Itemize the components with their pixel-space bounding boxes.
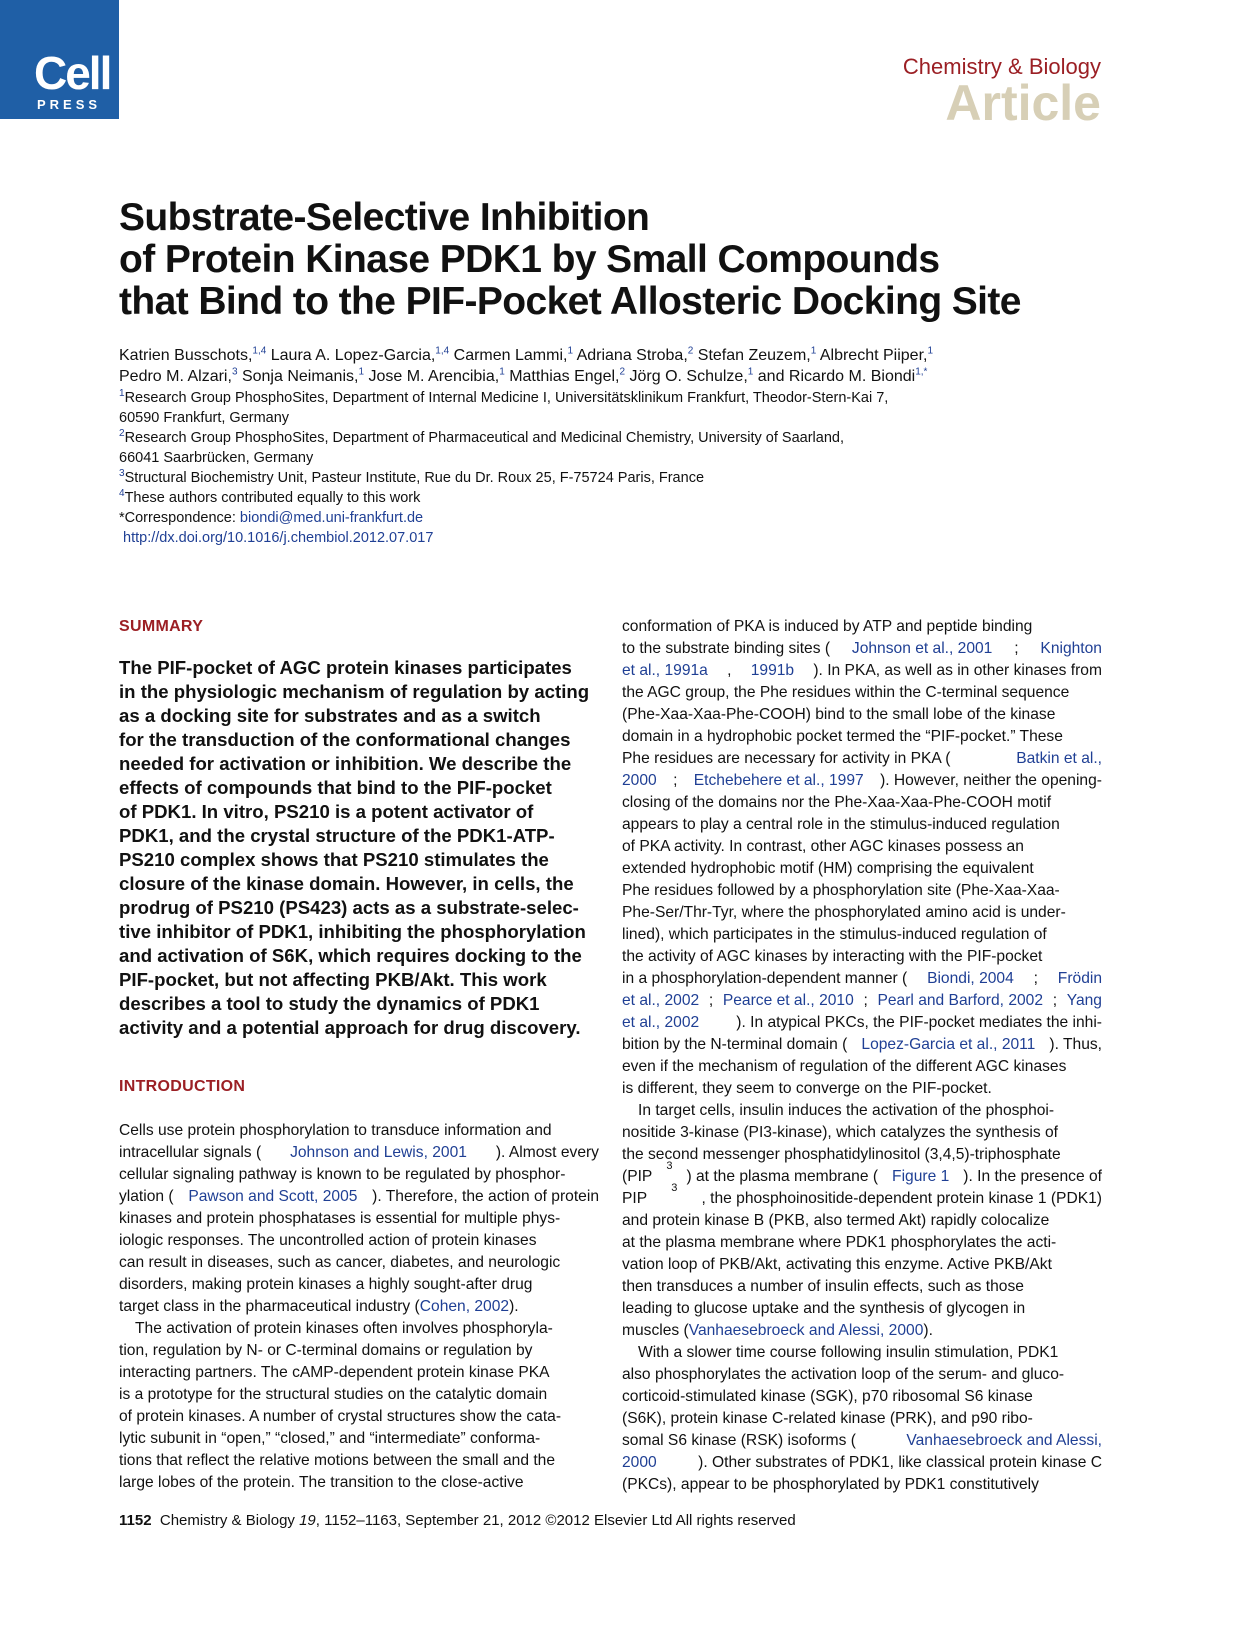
summary-line: needed for activation or inhibition. We describe the xyxy=(119,753,572,774)
summary-line: PDK1, and the crystal structure of the PDK1-ATP- xyxy=(119,825,555,846)
title-line: Substrate-Selective Inhibition xyxy=(119,196,650,239)
body-line: of PKA activity. In contrast, other AGC kinases possess an xyxy=(622,838,1024,855)
title-line: of Protein Kinase PDK1 by Small Compounds xyxy=(119,238,940,281)
body-line: appears to play a central role in the stimulus-induced regulation xyxy=(622,816,1060,833)
introduction-heading: INTRODUCTION xyxy=(119,1078,246,1095)
body-line: With a slower time course following insulin stimulation, PDK1 xyxy=(638,1344,1059,1361)
body-line: can result in diseases, such as cancer, diabetes, and neurologic xyxy=(119,1254,561,1271)
paper-title xyxy=(119,197,1119,323)
affiliation-line: $^3$Structural Biochemistry Unit, Pasteur Institute, Rue du Dr. Roux 25, F-75724 Paris, France xyxy=(119,468,705,486)
body-line: Cells use protein phosphorylation to transduce information and xyxy=(119,1122,552,1139)
introduction-text xyxy=(119,1120,599,1494)
affiliation-line: $^2$Research Group PhosphoSites, Department of Pharmaceutical and Medicinal Chemistry, University of Saarland, xyxy=(119,428,844,446)
article-type: Article xyxy=(945,75,1101,131)
affiliation-line: 60590 Frankfurt, Germany xyxy=(119,410,290,426)
logo-text: Cell xyxy=(34,47,111,99)
author-line: Katrien Busschots,$^{1,4}$ Laura A. Lopez-Garcia,$^{1,4}$ Carmen Lammi,$^1$ Adriana Stroba,$^2$ Stefan Zeuzem,$^1$ Albrecht Piiper,$^1$ xyxy=(119,345,934,364)
body-line: Phe residues followed by a phosphorylation site (Phe-Xaa-Xaa- xyxy=(622,882,1060,899)
body-line: is different, they seem to converge on the PIF-pocket. xyxy=(622,1080,992,1097)
body-line: 2000 ; Etchebehere et al., 1997 ). However, neither the opening- xyxy=(622,772,1102,789)
body-line: Phe-Ser/Thr-Tyr, where the phosphorylated amino acid is under- xyxy=(622,904,1066,921)
body-line: then transduces a number of insulin effects, such as those xyxy=(622,1278,1024,1295)
body-line: the activity of AGC kinases by interacting with the PIF-pocket xyxy=(622,948,1043,965)
body-line: in a phosphorylation-dependent manner ( Biondi, 2004 ; Frödin xyxy=(622,970,1102,987)
summary-line: activity and a potential approach for drug discovery. xyxy=(119,1017,581,1038)
body-line: bition by the N-terminal domain ( Lopez-Garcia et al., 2011 ). Thus, xyxy=(622,1036,1102,1053)
body-line: iologic responses. The uncontrolled action of protein kinases xyxy=(119,1232,537,1249)
body-line: lined), which participates in the stimulus-induced regulation of xyxy=(622,926,1047,943)
summary-line: prodrug of PS210 (PS423) acts as a substrate-selec- xyxy=(119,897,579,918)
summary-line: PS210 complex shows that PS210 stimulates the xyxy=(119,849,549,870)
body-line: leading to glucose uptake and the synthesis of glycogen in xyxy=(622,1300,1026,1317)
body-line: tions that reflect the relative motions between the small and the xyxy=(119,1452,556,1469)
page-footer: 1152 Chemistry & Biology 19, 1152–1163, September 21, 2012 ©2012 Elsevier Ltd All rights reserved xyxy=(119,1512,796,1529)
body-line: also phosphorylates the activation loop of the serum- and gluco- xyxy=(622,1366,1065,1383)
body-line: (Phe-Xaa-Xaa-Phe-COOH) bind to the small lobe of the kinase xyxy=(622,706,1056,723)
body-line: vation loop of PKB/Akt, activating this enzyme. Active PKB/Akt xyxy=(622,1256,1052,1273)
body-line: et al., 1991a , 1991b ). In PKA, as well as in other kinases from xyxy=(622,662,1102,679)
body-line: In target cells, insulin induces the activation of the phosphoi- xyxy=(638,1102,1055,1119)
body-line: and protein kinase B (PKB, also termed Akt) rapidly colocalize xyxy=(622,1212,1050,1229)
affiliation-line: http://dx.doi.org/10.1016/j.chembiol.2012.07.017 xyxy=(123,530,434,546)
summary-line: The PIF-pocket of AGC protein kinases participates xyxy=(119,657,572,678)
summary-line: for the transduction of the conformational changes xyxy=(119,729,571,750)
body-line: large lobes of the protein. The transition to the close-active xyxy=(119,1474,524,1491)
body-line: PIP 3 , the phosphoinositide-dependent protein kinase 1 (PDK1) xyxy=(622,1182,1102,1207)
body-line: at the plasma membrane where PDK1 phosphorylates the acti- xyxy=(622,1234,1057,1251)
summary-line: describes a tool to study the dynamics of PDK1 xyxy=(119,993,540,1014)
body-line: nositide 3-kinase (PI3-kinase), which catalyzes the synthesis of xyxy=(622,1124,1058,1141)
summary-line: in the physiologic mechanism of regulation by acting xyxy=(119,681,590,702)
summary-line: as a docking site for substrates and as a switch xyxy=(119,705,541,726)
body-line: (S6K), protein kinase C-related kinase (PRK), and p90 ribo- xyxy=(622,1410,1033,1427)
cell-press-logo xyxy=(0,0,119,119)
summary-line: PIF-pocket, but not affecting PKB/Akt. This work xyxy=(119,969,547,990)
body-line: lytic subunit in “open,” “closed,” and “intermediate” conforma- xyxy=(119,1430,541,1447)
affiliation-line: 66041 Saarbrücken, Germany xyxy=(119,450,314,466)
body-line: cellular signaling pathway is known to be regulated by phosphor- xyxy=(119,1166,566,1183)
affiliation-line: $^1$Research Group PhosphoSites, Department of Internal Medicine I, Universitätsklinikum Frankfurt, Theodor-Stern-Kai 7, xyxy=(119,388,889,406)
body-line: et al., 2002 ). In atypical PKCs, the PIF-pocket mediates the inhi- xyxy=(622,1014,1102,1031)
body-line: The activation of protein kinases often involves phosphoryla- xyxy=(135,1320,553,1337)
body-line: target class in the pharmaceutical industry ( Cohen, 2002 ). xyxy=(119,1298,519,1315)
body-line: to the substrate binding sites ( Johnson et al., 2001 ; Knighton xyxy=(622,640,1102,657)
body-line: kinases and protein phosphatases is essential for multiple phys- xyxy=(119,1210,561,1227)
body-line: disorders, making protein kinases a highly sought-after drug xyxy=(119,1276,533,1293)
author-line: Pedro M. Alzari,$^3$ Sonja Neimanis,$^1$ Jose M. Arencibia,$^1$ Matthias Engel,$^2$ Jörg O. Schulze,$^1$ and Ricardo M. Biondi$^{1,*}$ xyxy=(119,366,928,385)
summary-text xyxy=(119,656,599,1040)
body-line: closing of the domains nor the Phe-Xaa-Xaa-Phe-COOH motif xyxy=(622,794,1052,811)
summary-line: of PDK1. In vitro, PS210 is a potent activator of xyxy=(119,801,534,822)
body-line: intracellular signals ( Johnson and Lewis, 2001 ). Almost every xyxy=(119,1144,599,1161)
summary-line: closure of the kinase domain. However, in cells, the xyxy=(119,873,574,894)
body-line: of protein kinases. A number of crystal structures show the cata- xyxy=(119,1408,562,1425)
affiliation-line: *Correspondence: biondi@med.uni-frankfurt.de xyxy=(119,510,424,526)
body-line: ylation ( Pawson and Scott, 2005 ). Therefore, the action of protein xyxy=(119,1188,599,1205)
logo-subtext: PRESS xyxy=(37,97,102,112)
body-line: domain in a hydrophobic pocket termed the “PIF-pocket.” These xyxy=(622,728,1063,745)
title-line: that Bind to the PIF-Pocket Allosteric Docking Site xyxy=(119,280,1021,323)
body-line: tion, regulation by N- or C-terminal domains or regulation by xyxy=(119,1342,533,1359)
author-list xyxy=(119,345,1109,387)
body-line: corticoid-stimulated kinase (SGK), p70 ribosomal S6 kinase xyxy=(622,1388,1033,1405)
summary-line: and activation of S6K, which requires docking to the xyxy=(119,945,582,966)
body-line: muscles ( Vanhaesebroeck and Alessi, 2000 ). xyxy=(622,1322,933,1339)
body-line: conformation of PKA is induced by ATP and peptide binding xyxy=(622,618,1033,635)
right-column-text xyxy=(622,616,1102,1496)
body-line: extended hydrophobic motif (HM) comprising the equivalent xyxy=(622,860,1034,877)
affiliations xyxy=(119,388,1109,548)
body-line: Phe residues are necessary for activity in PKA ( Batkin et al., xyxy=(622,750,1102,767)
body-line: (PIP 3 ) at the plasma membrane ( Figure 1 ). In the presence of xyxy=(622,1160,1102,1185)
body-line: et al., 2002 ; Pearce et al., 2010 ; Pearl and Barford, 2002 ; Yang xyxy=(622,992,1102,1009)
summary-line: tive inhibitor of PDK1, inhibiting the phosphorylation xyxy=(119,921,586,942)
body-line: the AGC group, the Phe residues within the C-terminal sequence xyxy=(622,684,1070,701)
affiliation-line: $^4$These authors contributed equally to this work xyxy=(119,488,421,506)
body-line: 2000 ). Other substrates of PDK1, like classical protein kinase C xyxy=(622,1454,1102,1471)
body-line: the second messenger phosphatidylinositol (3,4,5)-triphosphate xyxy=(622,1146,1061,1163)
body-line: (PKCs), appear to be phosphorylated by PDK1 constitutively xyxy=(622,1476,1039,1493)
summary-line: effects of compounds that bind to the PIF-pocket xyxy=(119,777,552,798)
body-line: is a prototype for the structural studies on the catalytic domain xyxy=(119,1386,548,1403)
journal-name: Chemistry & Biology xyxy=(902,54,1101,79)
body-line: even if the mechanism of regulation of the different AGC kinases xyxy=(622,1058,1067,1075)
body-line: interacting partners. The cAMP-dependent protein kinase PKA xyxy=(119,1364,550,1381)
summary-heading: SUMMARY xyxy=(119,618,204,635)
body-line: somal S6 kinase (RSK) isoforms ( Vanhaesebroeck and Alessi, xyxy=(622,1432,1102,1449)
